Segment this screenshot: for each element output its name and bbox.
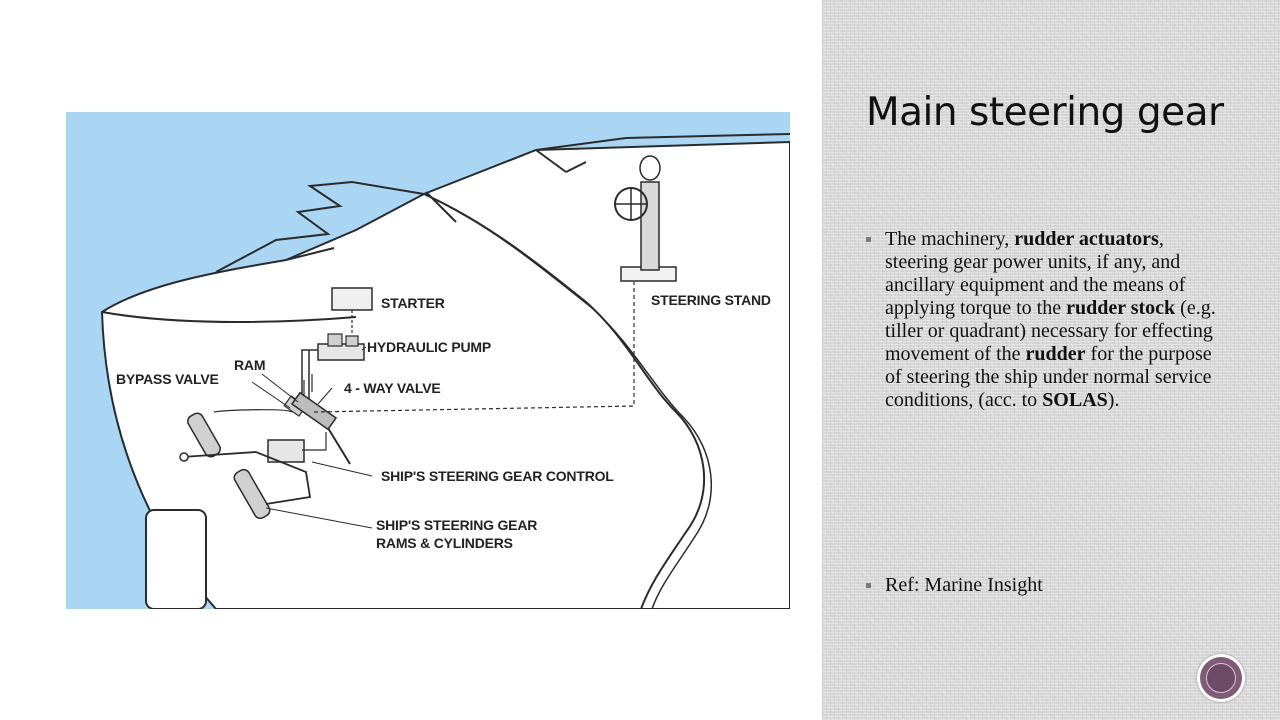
- square-bullet-icon: [866, 237, 871, 242]
- rudder-shape: [146, 510, 206, 609]
- text-segment: (e.g. tiller or quadrant) necessary for effecting movement of the: [885, 297, 1216, 365]
- label-ram: RAM: [234, 357, 266, 373]
- reference-text: Ref: Marine Insight: [885, 574, 1043, 596]
- label-starter: STARTER: [381, 295, 445, 311]
- nav-button-ring: [1200, 657, 1242, 699]
- slide-title: Main steering gear: [866, 90, 1224, 135]
- steering-gear-diagram: [66, 112, 790, 609]
- text-segment: , steering gear power units, if any, and ancillary equipment and the means of applying torque to the: [885, 228, 1186, 319]
- label-steering-control: SHIP'S STEERING GEAR CONTROL: [381, 468, 614, 484]
- bold-term: rudder stock: [1066, 297, 1176, 319]
- label-steering-stand: STEERING STAND: [651, 292, 771, 308]
- nav-button-center-icon: [1206, 663, 1236, 693]
- label-hydraulic-pump: HYDRAULIC PUMP: [367, 339, 491, 355]
- bullet-item-ref: [866, 574, 1226, 597]
- diagram-svg: [66, 112, 790, 609]
- text-segment: for the purpose of steering the ship under normal service conditions, (acc. to: [885, 343, 1212, 411]
- bullet-item: [866, 228, 1226, 412]
- bold-term: rudder: [1025, 343, 1086, 365]
- label-rams-line1: SHIP'S STEERING GEAR: [376, 517, 538, 533]
- text-segment: ).: [1107, 389, 1120, 411]
- label-bypass-valve: BYPASS VALVE: [116, 371, 219, 387]
- bold-term: SOLAS: [1042, 389, 1108, 411]
- label-four-way-valve: 4 - WAY VALVE: [344, 380, 441, 396]
- square-bullet-icon: [866, 583, 871, 588]
- bullet-text: [885, 228, 1226, 412]
- text-segment: The machinery,: [885, 228, 1015, 250]
- bold-term: rudder actuators: [1014, 228, 1159, 250]
- label-rams-line2: RAMS & CYLINDERS: [376, 535, 513, 551]
- circle-nav-button[interactable]: [1197, 654, 1245, 702]
